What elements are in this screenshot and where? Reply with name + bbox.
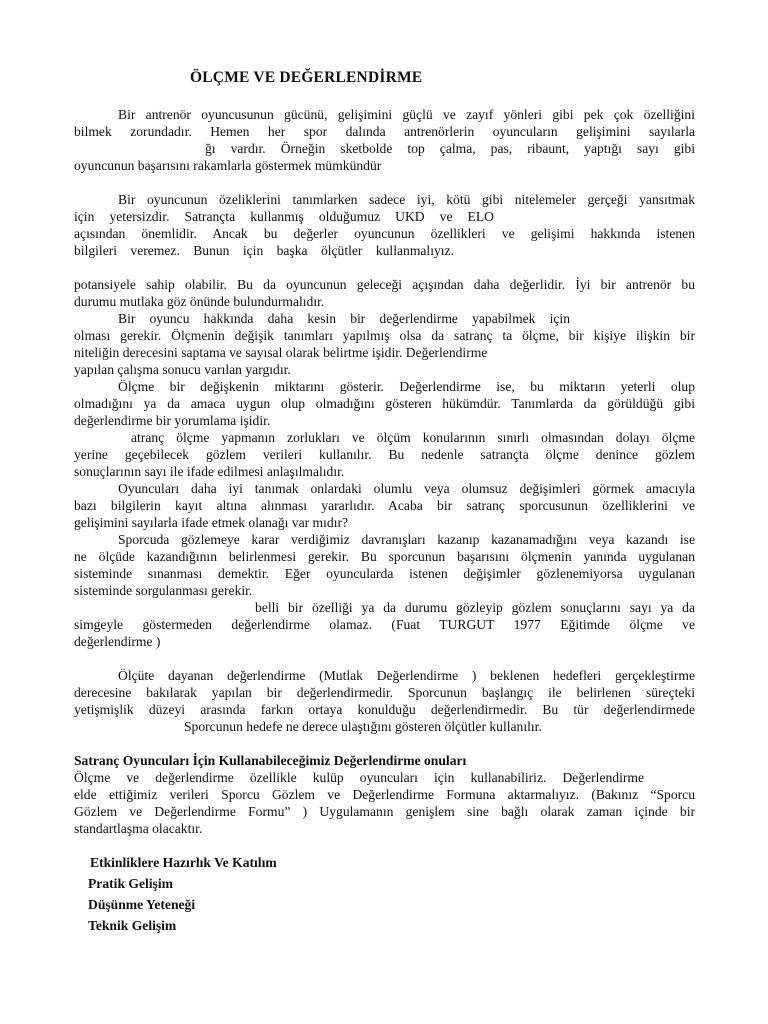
section-heading: Satranç Oyuncuları İçin Kullanabileceğimiz Değerlendirme onuları (74, 753, 467, 768)
text-line: niteliğin derecesini saptama ve sayısal olarak belirtme işidir. Değerlendirme (74, 345, 488, 360)
text-line: bilmek zorundadır. Hemen her spor dalında antrenörlerin oyuncuların gelişimini sayılarla (74, 124, 695, 139)
text-line: Bir oyuncunun özeliklerini tanımlarken sadece iyi, kötü gibi nitelemeler gerçeği yansıtmak (118, 192, 695, 207)
text-line: sisteminde sınanması demektir. Eğer oyuncularda istenen değişimler gözlenemiyorsa uygulanan (74, 566, 695, 581)
text-line: sisteminde sorgulanması gerekir. (74, 583, 253, 598)
text-line: Oyuncuları daha iyi tanımak onlardaki olumlu veya olumsuz değişimleri görmek amacıyla (118, 481, 695, 496)
text-line: sonuçlarının sayı ile ifade edilmesi anlaşılmalıdır. (74, 464, 345, 479)
text-line: derecesine bakılarak yapılan bir değerlendirmedir. Sporcunun başlangıç ile belirlenen süreçteki (74, 685, 695, 700)
list-item: Teknik Gelişim (88, 918, 177, 933)
text-line: potansiyele sahip olabilir. Bu da oyuncunun geleceği açışından daha değerlidir. İyi bir antrenör bu (74, 277, 695, 292)
text-line: Bir oyuncu hakkında daha kesin bir değerlendirme yapabilmek için (118, 311, 570, 326)
text-line: ne ölçüde kazandığının belirlenmesi gerekir. Bu sporcunun başarısını ölçmenin yanında uygulanan (74, 549, 695, 564)
list-item: Pratik Gelişim (88, 876, 173, 891)
text-line: simgeyle göstermeden değerlendirme olamaz. (Fuat TURGUT 1977 Eğitimde ölçme ve (74, 617, 695, 632)
text-line: gelişimini sayılarla ifade etmek olanağı var mıdır? (74, 515, 349, 530)
text-line: bazı bilgilerin kayıt altına alınması yararlıdır. Acaba bir satranç sporcusunun özelliklerini ve (74, 498, 695, 513)
text-line: standartlaşma olacaktır. (74, 821, 203, 836)
text-line: Gözlem ve Değerlendirme Formu” ) Uygulamanın genişlem sine bağlı olarak zaman içinde bir (74, 804, 695, 819)
text-line: oyuncunun başarısını rakamlarla göstermek mümkündür (74, 158, 382, 173)
text-line: belli bir özelliği ya da durumu gözleyip gözlem sonuçlarını sayı ya da (255, 600, 695, 615)
text-line: atranç ölçme yapmanın zorlukları ve ölçüm konularının sınırlı olmasından dolayı ölçme (131, 430, 695, 445)
text-line: açısından önemlidir. Ancak bu değerler oyuncunun özellikleri ve gelişimi hakkında istenen (74, 226, 695, 241)
list-item: Düşünme Yeteneği (88, 897, 196, 912)
text-line: için yetersizdir. Satrançta kullanmış olduğumuz UKD ve ELO (74, 209, 494, 224)
text-line: yetişmişlik düzeyi arasında farkın ortaya konulduğu değerlendirmedir. Bu tür değerlendirmede (74, 702, 695, 717)
text-line: yapılan çalışma sonucu varılan yargıdır. (74, 362, 291, 377)
text-line: olması gerekir. Ölçmenin değişik tanımları yapılmış olsa da satranç ta ölçme, bir kişiye ilişkin bir (74, 328, 695, 343)
text-line: elde ettiğimiz verileri Sporcu Gözlem ve Değerlendirme Formuna aktarmalıyız. (Bakınız “Sporcu (74, 787, 695, 802)
text-line: Ölçme ve değerlendirme özellikle kulüp oyuncuları için kullanabiliriz. Değerlendirme (74, 770, 644, 785)
text-line: durumu mutlaka göz önünde bulundurmalıdır. (74, 294, 325, 309)
document-title: ÖLÇME VE DEĞERLENDİRME (190, 69, 423, 86)
text-line: bilgileri veremez. Bunun için başka ölçütler kullanmalıyız. (74, 243, 454, 258)
text-line: olmadığını ya da amaca uygun olup olmadığını gösteren hükümdür. Tanımlarda da görüldüğü gibi (74, 396, 695, 411)
text-line: ğı vardır. Örneğin sketbolde top çalma, pas, ribaunt, yaptığı sayı gibi (205, 141, 695, 156)
text-line: Sporcunun hedefe ne derece ulaştığını gösteren ölçütler kullanılır. (184, 719, 542, 734)
text-line: Ölçüte dayanan değerlendirme (Mutlak Değerlendirme ) beklenen hedefleri gerçekleştirme (118, 668, 695, 683)
text-line: değerlendirme bir yorumlama işidir. (74, 413, 271, 428)
text-line: Ölçme bir değişkenin miktarını gösterir. Değerlendirme ise, bu miktarın yeterli olup (118, 379, 695, 394)
text-line: değerlendirme ) (74, 634, 161, 649)
list-item: Etkinliklere Hazırlık Ve Katılım (90, 855, 277, 870)
text-line: Sporcuda gözlemeye karar verdiğimiz davranışları kazanıp kazanamadığını veya kazandı ise (118, 532, 695, 547)
text-line: yerine geçebilecek gözlem verileri kullanılır. Bu nedenle satrançta ölçme denince gözlem (74, 447, 695, 462)
text-line: Bir antrenör oyuncusunun gücünü, gelişimini güçlü ve zayıf yönleri gibi pek çok özelliğini (118, 107, 695, 122)
